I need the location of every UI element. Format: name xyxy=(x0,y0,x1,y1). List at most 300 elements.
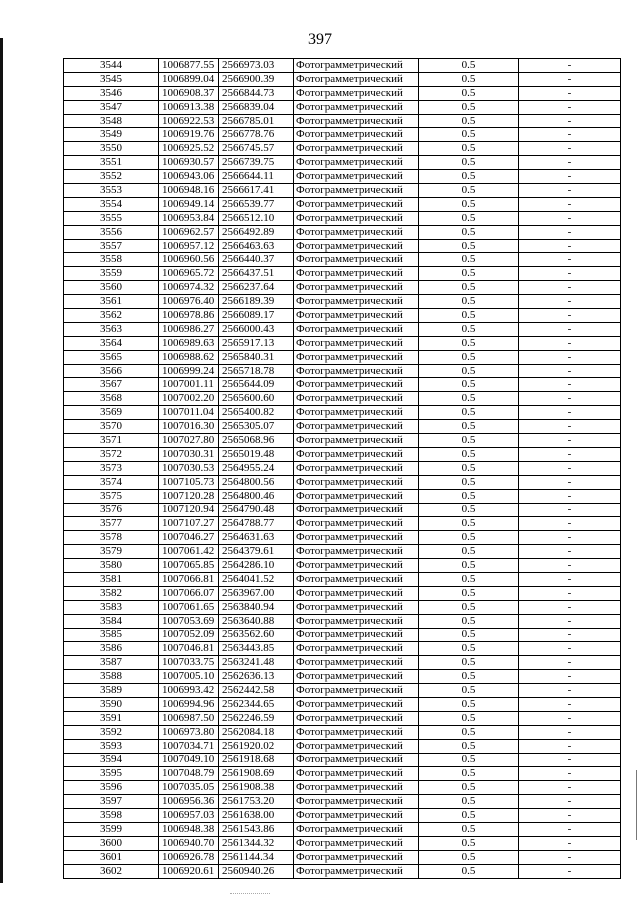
x-coordinate-cell: 1007107.27 xyxy=(159,517,219,531)
x-coordinate-cell: 1006974.32 xyxy=(159,281,219,295)
table-row xyxy=(64,489,621,503)
point-number-cell: 3567 xyxy=(64,378,159,392)
x-coordinate-cell: 1006920.61 xyxy=(159,864,219,878)
x-coordinate-cell: 1006948.16 xyxy=(159,184,219,198)
y-coordinate-cell: 2566237.64 xyxy=(219,281,294,295)
note-cell: - xyxy=(519,184,621,198)
table-row xyxy=(64,100,621,114)
page-number: 397 xyxy=(308,31,332,48)
table-row xyxy=(64,628,621,642)
note-cell: - xyxy=(519,739,621,753)
accuracy-cell: 0.5 xyxy=(419,850,519,864)
method-cell: Фотограмметрический xyxy=(294,600,419,614)
method-cell: Фотограмметрический xyxy=(294,822,419,836)
point-number-cell: 3585 xyxy=(64,628,159,642)
y-coordinate-cell: 2566437.51 xyxy=(219,267,294,281)
y-coordinate-cell: 2566745.57 xyxy=(219,142,294,156)
method-cell: Фотограмметрический xyxy=(294,86,419,100)
accuracy-cell: 0.5 xyxy=(419,711,519,725)
x-coordinate-cell: 1007065.85 xyxy=(159,559,219,573)
x-coordinate-cell: 1007035.05 xyxy=(159,781,219,795)
table-row xyxy=(64,864,621,878)
note-cell: - xyxy=(519,239,621,253)
table-row xyxy=(64,753,621,767)
x-coordinate-cell: 1007046.81 xyxy=(159,642,219,656)
table-row xyxy=(64,59,621,73)
point-number-cell: 3559 xyxy=(64,267,159,281)
point-number-cell: 3551 xyxy=(64,156,159,170)
x-coordinate-cell: 1007048.79 xyxy=(159,767,219,781)
note-cell: - xyxy=(519,59,621,73)
x-coordinate-cell: 1006957.03 xyxy=(159,809,219,823)
note-cell: - xyxy=(519,600,621,614)
method-cell: Фотограмметрический xyxy=(294,281,419,295)
y-coordinate-cell: 2566463.63 xyxy=(219,239,294,253)
accuracy-cell: 0.5 xyxy=(419,156,519,170)
method-cell: Фотограмметрический xyxy=(294,211,419,225)
method-cell: Фотограмметрический xyxy=(294,531,419,545)
table-row xyxy=(64,253,621,267)
note-cell: - xyxy=(519,420,621,434)
table-row xyxy=(64,434,621,448)
method-cell: Фотограмметрический xyxy=(294,295,419,309)
point-number-cell: 3569 xyxy=(64,406,159,420)
y-coordinate-cell: 2565019.48 xyxy=(219,447,294,461)
method-cell: Фотограмметрический xyxy=(294,642,419,656)
method-cell: Фотограмметрический xyxy=(294,59,419,73)
point-number-cell: 3591 xyxy=(64,711,159,725)
point-number-cell: 3557 xyxy=(64,239,159,253)
accuracy-cell: 0.5 xyxy=(419,295,519,309)
note-cell: - xyxy=(519,392,621,406)
table-row xyxy=(64,503,621,517)
x-coordinate-cell: 1007061.65 xyxy=(159,600,219,614)
accuracy-cell: 0.5 xyxy=(419,809,519,823)
method-cell: Фотограмметрический xyxy=(294,378,419,392)
page-edge-mark xyxy=(636,770,637,840)
y-coordinate-cell: 2565400.82 xyxy=(219,406,294,420)
note-cell: - xyxy=(519,309,621,323)
note-cell: - xyxy=(519,364,621,378)
table-row xyxy=(64,239,621,253)
x-coordinate-cell: 1007066.81 xyxy=(159,572,219,586)
x-coordinate-cell: 1007033.75 xyxy=(159,656,219,670)
y-coordinate-cell: 2563241.48 xyxy=(219,656,294,670)
note-cell: - xyxy=(519,434,621,448)
x-coordinate-cell: 1006994.96 xyxy=(159,697,219,711)
accuracy-cell: 0.5 xyxy=(419,392,519,406)
coordinates-table-body xyxy=(64,59,621,879)
x-coordinate-cell: 1006999.24 xyxy=(159,364,219,378)
x-coordinate-cell: 1007066.07 xyxy=(159,586,219,600)
x-coordinate-cell: 1007030.31 xyxy=(159,447,219,461)
table-row xyxy=(64,72,621,86)
y-coordinate-cell: 2564788.77 xyxy=(219,517,294,531)
accuracy-cell: 0.5 xyxy=(419,364,519,378)
x-coordinate-cell: 1006943.06 xyxy=(159,170,219,184)
accuracy-cell: 0.5 xyxy=(419,739,519,753)
point-number-cell: 3594 xyxy=(64,753,159,767)
x-coordinate-cell: 1006978.86 xyxy=(159,309,219,323)
x-coordinate-cell: 1006940.70 xyxy=(159,836,219,850)
point-number-cell: 3581 xyxy=(64,572,159,586)
y-coordinate-cell: 2563840.94 xyxy=(219,600,294,614)
accuracy-cell: 0.5 xyxy=(419,322,519,336)
point-number-cell: 3545 xyxy=(64,72,159,86)
y-coordinate-cell: 2563967.00 xyxy=(219,586,294,600)
point-number-cell: 3556 xyxy=(64,225,159,239)
x-coordinate-cell: 1006948.38 xyxy=(159,822,219,836)
point-number-cell: 3590 xyxy=(64,697,159,711)
y-coordinate-cell: 2562442.58 xyxy=(219,684,294,698)
method-cell: Фотограмметрический xyxy=(294,406,419,420)
accuracy-cell: 0.5 xyxy=(419,170,519,184)
note-cell: - xyxy=(519,170,621,184)
accuracy-cell: 0.5 xyxy=(419,531,519,545)
method-cell: Фотограмметрический xyxy=(294,364,419,378)
accuracy-cell: 0.5 xyxy=(419,336,519,350)
method-cell: Фотограмметрический xyxy=(294,781,419,795)
table-row xyxy=(64,142,621,156)
x-coordinate-cell: 1006913.38 xyxy=(159,100,219,114)
y-coordinate-cell: 2561920.02 xyxy=(219,739,294,753)
accuracy-cell: 0.5 xyxy=(419,864,519,878)
table-row xyxy=(64,614,621,628)
point-number-cell: 3584 xyxy=(64,614,159,628)
y-coordinate-cell: 2566440.37 xyxy=(219,253,294,267)
note-cell: - xyxy=(519,475,621,489)
point-number-cell: 3558 xyxy=(64,253,159,267)
table-row xyxy=(64,378,621,392)
table-row xyxy=(64,586,621,600)
point-number-cell: 3553 xyxy=(64,184,159,198)
method-cell: Фотограмметрический xyxy=(294,795,419,809)
point-number-cell: 3602 xyxy=(64,864,159,878)
table-row xyxy=(64,364,621,378)
method-cell: Фотограмметрический xyxy=(294,809,419,823)
y-coordinate-cell: 2566785.01 xyxy=(219,114,294,128)
y-coordinate-cell: 2565600.60 xyxy=(219,392,294,406)
table-row xyxy=(64,461,621,475)
note-cell: - xyxy=(519,350,621,364)
table-row xyxy=(64,447,621,461)
method-cell: Фотограмметрический xyxy=(294,336,419,350)
accuracy-cell: 0.5 xyxy=(419,211,519,225)
y-coordinate-cell: 2564631.63 xyxy=(219,531,294,545)
point-number-cell: 3564 xyxy=(64,336,159,350)
x-coordinate-cell: 1007052.09 xyxy=(159,628,219,642)
y-coordinate-cell: 2564790.48 xyxy=(219,503,294,517)
y-coordinate-cell: 2565840.31 xyxy=(219,350,294,364)
y-coordinate-cell: 2565917.13 xyxy=(219,336,294,350)
note-cell: - xyxy=(519,725,621,739)
method-cell: Фотограмметрический xyxy=(294,711,419,725)
method-cell: Фотограмметрический xyxy=(294,697,419,711)
accuracy-cell: 0.5 xyxy=(419,767,519,781)
y-coordinate-cell: 2564041.52 xyxy=(219,572,294,586)
y-coordinate-cell: 2566000.43 xyxy=(219,322,294,336)
accuracy-cell: 0.5 xyxy=(419,142,519,156)
note-cell: - xyxy=(519,72,621,86)
accuracy-cell: 0.5 xyxy=(419,781,519,795)
point-number-cell: 3600 xyxy=(64,836,159,850)
y-coordinate-cell: 2562246.59 xyxy=(219,711,294,725)
accuracy-cell: 0.5 xyxy=(419,559,519,573)
y-coordinate-cell: 2566844.73 xyxy=(219,86,294,100)
y-coordinate-cell: 2566739.75 xyxy=(219,156,294,170)
accuracy-cell: 0.5 xyxy=(419,461,519,475)
point-number-cell: 3595 xyxy=(64,767,159,781)
note-cell: - xyxy=(519,253,621,267)
y-coordinate-cell: 2565305.07 xyxy=(219,420,294,434)
point-number-cell: 3579 xyxy=(64,545,159,559)
method-cell: Фотограмметрический xyxy=(294,184,419,198)
x-coordinate-cell: 1007030.53 xyxy=(159,461,219,475)
note-cell: - xyxy=(519,559,621,573)
note-cell: - xyxy=(519,197,621,211)
point-number-cell: 3592 xyxy=(64,725,159,739)
method-cell: Фотограмметрический xyxy=(294,100,419,114)
point-number-cell: 3552 xyxy=(64,170,159,184)
point-number-cell: 3549 xyxy=(64,128,159,142)
x-coordinate-cell: 1006989.63 xyxy=(159,336,219,350)
note-cell: - xyxy=(519,628,621,642)
y-coordinate-cell: 2566973.03 xyxy=(219,59,294,73)
accuracy-cell: 0.5 xyxy=(419,475,519,489)
table-row xyxy=(64,545,621,559)
note-cell: - xyxy=(519,322,621,336)
method-cell: Фотограмметрический xyxy=(294,684,419,698)
table-row xyxy=(64,336,621,350)
accuracy-cell: 0.5 xyxy=(419,684,519,698)
method-cell: Фотограмметрический xyxy=(294,197,419,211)
table-row xyxy=(64,517,621,531)
coordinates-table xyxy=(63,58,621,879)
table-row xyxy=(64,809,621,823)
table-row xyxy=(64,572,621,586)
point-number-cell: 3561 xyxy=(64,295,159,309)
table-row xyxy=(64,128,621,142)
point-number-cell: 3574 xyxy=(64,475,159,489)
x-coordinate-cell: 1006919.76 xyxy=(159,128,219,142)
method-cell: Фотограмметрический xyxy=(294,864,419,878)
method-cell: Фотограмметрический xyxy=(294,434,419,448)
x-coordinate-cell: 1006960.56 xyxy=(159,253,219,267)
table-row xyxy=(64,420,621,434)
method-cell: Фотограмметрический xyxy=(294,142,419,156)
method-cell: Фотограмметрический xyxy=(294,545,419,559)
table-row xyxy=(64,170,621,184)
x-coordinate-cell: 1006957.12 xyxy=(159,239,219,253)
x-coordinate-cell: 1007120.94 xyxy=(159,503,219,517)
accuracy-cell: 0.5 xyxy=(419,100,519,114)
note-cell: - xyxy=(519,850,621,864)
accuracy-cell: 0.5 xyxy=(419,184,519,198)
point-number-cell: 3587 xyxy=(64,656,159,670)
accuracy-cell: 0.5 xyxy=(419,628,519,642)
y-coordinate-cell: 2565068.96 xyxy=(219,434,294,448)
accuracy-cell: 0.5 xyxy=(419,406,519,420)
point-number-cell: 3546 xyxy=(64,86,159,100)
note-cell: - xyxy=(519,489,621,503)
table-row xyxy=(64,725,621,739)
point-number-cell: 3568 xyxy=(64,392,159,406)
accuracy-cell: 0.5 xyxy=(419,642,519,656)
x-coordinate-cell: 1007120.28 xyxy=(159,489,219,503)
table-row xyxy=(64,684,621,698)
accuracy-cell: 0.5 xyxy=(419,350,519,364)
y-coordinate-cell: 2566492.89 xyxy=(219,225,294,239)
point-number-cell: 3589 xyxy=(64,684,159,698)
y-coordinate-cell: 2561344.32 xyxy=(219,836,294,850)
accuracy-cell: 0.5 xyxy=(419,59,519,73)
x-coordinate-cell: 1007011.04 xyxy=(159,406,219,420)
accuracy-cell: 0.5 xyxy=(419,572,519,586)
accuracy-cell: 0.5 xyxy=(419,822,519,836)
table-row xyxy=(64,559,621,573)
y-coordinate-cell: 2564800.56 xyxy=(219,475,294,489)
x-coordinate-cell: 1006976.40 xyxy=(159,295,219,309)
point-number-cell: 3576 xyxy=(64,503,159,517)
accuracy-cell: 0.5 xyxy=(419,267,519,281)
point-number-cell: 3588 xyxy=(64,670,159,684)
table-row xyxy=(64,739,621,753)
accuracy-cell: 0.5 xyxy=(419,128,519,142)
note-cell: - xyxy=(519,586,621,600)
method-cell: Фотограмметрический xyxy=(294,836,419,850)
table-row xyxy=(64,86,621,100)
table-row xyxy=(64,697,621,711)
method-cell: Фотограмметрический xyxy=(294,225,419,239)
x-coordinate-cell: 1006965.72 xyxy=(159,267,219,281)
note-cell: - xyxy=(519,767,621,781)
accuracy-cell: 0.5 xyxy=(419,447,519,461)
accuracy-cell: 0.5 xyxy=(419,697,519,711)
method-cell: Фотограмметрический xyxy=(294,614,419,628)
x-coordinate-cell: 1006949.14 xyxy=(159,197,219,211)
y-coordinate-cell: 2561144.34 xyxy=(219,850,294,864)
method-cell: Фотограмметрический xyxy=(294,350,419,364)
table-row xyxy=(64,475,621,489)
method-cell: Фотограмметрический xyxy=(294,170,419,184)
method-cell: Фотограмметрический xyxy=(294,114,419,128)
x-coordinate-cell: 1006922.53 xyxy=(159,114,219,128)
x-coordinate-cell: 1007046.27 xyxy=(159,531,219,545)
accuracy-cell: 0.5 xyxy=(419,795,519,809)
table-row xyxy=(64,531,621,545)
y-coordinate-cell: 2566644.11 xyxy=(219,170,294,184)
table-row xyxy=(64,711,621,725)
method-cell: Фотограмметрический xyxy=(294,267,419,281)
point-number-cell: 3570 xyxy=(64,420,159,434)
y-coordinate-cell: 2566089.17 xyxy=(219,309,294,323)
y-coordinate-cell: 2564800.46 xyxy=(219,489,294,503)
note-cell: - xyxy=(519,114,621,128)
note-cell: - xyxy=(519,461,621,475)
x-coordinate-cell: 1007105.73 xyxy=(159,475,219,489)
table-row xyxy=(64,211,621,225)
y-coordinate-cell: 2561908.69 xyxy=(219,767,294,781)
accuracy-cell: 0.5 xyxy=(419,239,519,253)
accuracy-cell: 0.5 xyxy=(419,600,519,614)
method-cell: Фотограмметрический xyxy=(294,156,419,170)
y-coordinate-cell: 2566778.76 xyxy=(219,128,294,142)
method-cell: Фотограмметрический xyxy=(294,322,419,336)
point-number-cell: 3601 xyxy=(64,850,159,864)
y-coordinate-cell: 2566839.04 xyxy=(219,100,294,114)
method-cell: Фотограмметрический xyxy=(294,461,419,475)
accuracy-cell: 0.5 xyxy=(419,72,519,86)
table-row xyxy=(64,114,621,128)
point-number-cell: 3598 xyxy=(64,809,159,823)
x-coordinate-cell: 1007027.80 xyxy=(159,434,219,448)
note-cell: - xyxy=(519,156,621,170)
y-coordinate-cell: 2564955.24 xyxy=(219,461,294,475)
accuracy-cell: 0.5 xyxy=(419,86,519,100)
point-number-cell: 3596 xyxy=(64,781,159,795)
accuracy-cell: 0.5 xyxy=(419,309,519,323)
point-number-cell: 3578 xyxy=(64,531,159,545)
point-number-cell: 3554 xyxy=(64,197,159,211)
method-cell: Фотограмметрический xyxy=(294,503,419,517)
x-coordinate-cell: 1007016.30 xyxy=(159,420,219,434)
method-cell: Фотограмметрический xyxy=(294,559,419,573)
y-coordinate-cell: 2563640.88 xyxy=(219,614,294,628)
table-row xyxy=(64,281,621,295)
table-row xyxy=(64,267,621,281)
accuracy-cell: 0.5 xyxy=(419,281,519,295)
note-cell: - xyxy=(519,697,621,711)
y-coordinate-cell: 2566189.39 xyxy=(219,295,294,309)
table-row xyxy=(64,225,621,239)
table-row xyxy=(64,406,621,420)
table-row xyxy=(64,795,621,809)
note-cell: - xyxy=(519,836,621,850)
note-cell: - xyxy=(519,572,621,586)
accuracy-cell: 0.5 xyxy=(419,503,519,517)
note-cell: - xyxy=(519,211,621,225)
method-cell: Фотограмметрический xyxy=(294,489,419,503)
y-coordinate-cell: 2561753.20 xyxy=(219,795,294,809)
table-row xyxy=(64,197,621,211)
table-row xyxy=(64,670,621,684)
y-coordinate-cell: 2563443.85 xyxy=(219,642,294,656)
x-coordinate-cell: 1006925.52 xyxy=(159,142,219,156)
note-cell: - xyxy=(519,822,621,836)
x-coordinate-cell: 1007053.69 xyxy=(159,614,219,628)
table-row xyxy=(64,656,621,670)
method-cell: Фотограмметрический xyxy=(294,739,419,753)
point-number-cell: 3566 xyxy=(64,364,159,378)
x-coordinate-cell: 1007005.10 xyxy=(159,670,219,684)
point-number-cell: 3597 xyxy=(64,795,159,809)
accuracy-cell: 0.5 xyxy=(419,586,519,600)
point-number-cell: 3563 xyxy=(64,322,159,336)
x-coordinate-cell: 1006993.42 xyxy=(159,684,219,698)
method-cell: Фотограмметрический xyxy=(294,420,419,434)
note-cell: - xyxy=(519,281,621,295)
method-cell: Фотограмметрический xyxy=(294,447,419,461)
accuracy-cell: 0.5 xyxy=(419,225,519,239)
method-cell: Фотограмметрический xyxy=(294,767,419,781)
y-coordinate-cell: 2564286.10 xyxy=(219,559,294,573)
point-number-cell: 3599 xyxy=(64,822,159,836)
accuracy-cell: 0.5 xyxy=(419,197,519,211)
x-coordinate-cell: 1006899.04 xyxy=(159,72,219,86)
table-row xyxy=(64,850,621,864)
method-cell: Фотограмметрический xyxy=(294,309,419,323)
point-number-cell: 3586 xyxy=(64,642,159,656)
